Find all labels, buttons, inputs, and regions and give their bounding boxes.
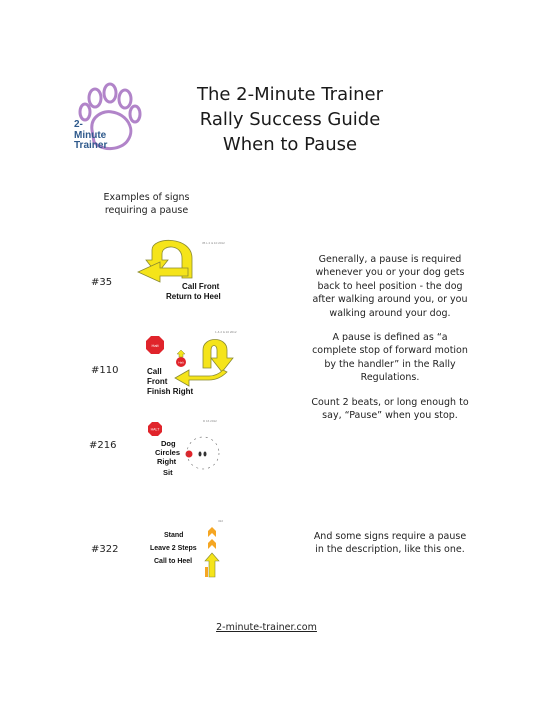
sign-322-label-line2: Leave 2 Steps <box>150 545 197 552</box>
p2-line2: complete stop of forward motion <box>312 345 468 357</box>
chevron-up-icon <box>208 539 216 549</box>
logo-text-line3: Trainer <box>74 140 108 151</box>
paragraph-pause-definition <box>305 331 475 385</box>
p4-line2: in the description, like this one. <box>315 544 465 556</box>
sign-35-label-line1: Call Front <box>182 282 220 291</box>
p1-line3: back to heel position - the dog <box>317 280 463 292</box>
page-title <box>150 82 430 157</box>
up-arrow-icon <box>177 350 185 357</box>
p3-line2: say, “Pause” when you stop. <box>322 410 458 422</box>
examples-heading-line2: requiring a pause <box>104 205 189 216</box>
p2-line1: A pause is defined as “a <box>332 332 448 343</box>
chevron-up-icon <box>208 527 216 537</box>
footprints-icon <box>199 452 207 457</box>
sign-322-label-line3: Call to Heel <box>154 558 193 565</box>
svg-text:35 L 2 & 10 2012: 35 L 2 & 10 2012 <box>202 241 225 245</box>
logo-text <box>74 120 107 152</box>
sign-322-label-line1: Stand <box>164 532 184 539</box>
sign-216-label-line1: Dog <box>161 439 176 448</box>
p4-line1: And some signs require a pause <box>313 531 467 542</box>
sign-110 <box>143 328 243 400</box>
title-line2: Rally Success Guide <box>199 109 381 130</box>
sign-number-322: #322 <box>91 544 119 555</box>
stop-sign-text: HALT <box>150 427 160 432</box>
title-line3: When to Pause <box>222 134 358 155</box>
sign-110-label-line1: Call <box>147 367 162 376</box>
p3-line1: Count 2 beats, or long enough to <box>311 397 469 408</box>
svg-text:322: 322 <box>218 519 224 523</box>
sign-216-label-line2: Circles <box>155 448 181 457</box>
logo-text-line1: 2- <box>74 119 83 130</box>
sign-322 <box>150 517 235 582</box>
left-curve-arrow-icon <box>175 370 227 386</box>
p1-line1: Generally, a pause is required <box>318 254 462 265</box>
sign-110-label-line3: Finish Right <box>147 387 194 396</box>
sign-110-label-line2: Front <box>147 377 168 386</box>
sign-216-label-line4: Sit <box>163 468 173 477</box>
uturn-arrow-icon <box>203 340 233 373</box>
examples-heading <box>94 191 199 217</box>
logo <box>62 80 157 160</box>
paragraph-pause-required <box>305 253 475 320</box>
p1-line4: after walking around you, or you <box>312 294 468 306</box>
sign-216 <box>145 417 230 487</box>
sign-number-35: #35 <box>91 277 113 288</box>
small-stop-text: Halt <box>178 360 184 365</box>
p2-line4: Regulations. <box>360 372 420 384</box>
paragraph-count-beats <box>305 396 475 423</box>
paragraph-description-signs <box>305 530 475 557</box>
svg-text:D 16 2012: D 16 2012 <box>203 419 217 423</box>
examples-heading-line1: Examples of signs <box>103 192 190 203</box>
footer <box>0 622 533 633</box>
sign-number-216: #216 <box>89 440 117 451</box>
sign-number-110: #110 <box>91 365 119 376</box>
small-stop-icon <box>186 451 193 458</box>
logo-text-line2: Minute <box>74 129 107 141</box>
p2-line3: by the handler” in the Rally <box>324 358 456 370</box>
svg-text:1 & 2 & 10 2012: 1 & 2 & 10 2012 <box>215 330 237 334</box>
sign-216-label-line3: Right <box>157 457 177 466</box>
p1-line5: walking around your dog. <box>329 307 451 319</box>
sign-35-label-line2: Return to Heel <box>166 292 221 301</box>
sign-35 <box>130 238 230 308</box>
arrow-base-icon <box>205 567 208 577</box>
stop-sign-text: Halt <box>151 343 159 348</box>
p1-line2: whenever you or your dog gets <box>315 267 465 279</box>
website-link[interactable]: 2-minute-trainer.com <box>216 622 317 633</box>
title-line1: The 2-Minute Trainer <box>196 84 383 105</box>
